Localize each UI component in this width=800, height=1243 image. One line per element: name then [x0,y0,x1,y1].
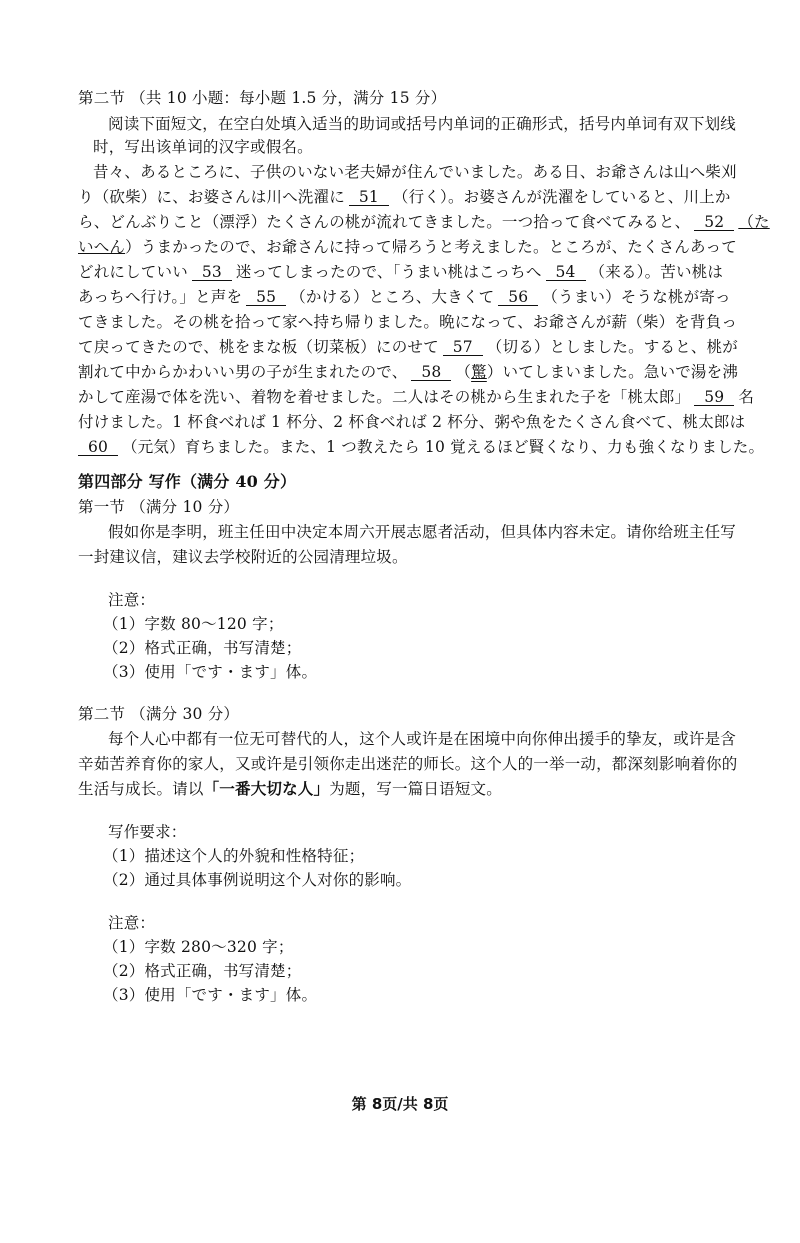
requirements-title: 写作要求： [108,823,187,841]
passage-line-9 [78,362,738,382]
passage-text: （行く）。お婆さんが洗濯をしていると、川上か [392,188,731,206]
page-number: 第 8页/共 8页 [351,1095,449,1113]
note1-item-3: （3）使用「です・ます」体。 [103,663,318,681]
part4-section2-line-3 [78,779,502,799]
blank-58[interactable]: 58 [411,364,451,381]
requirement-item-1: （1）描述这个人的外貌和性格特征； [103,847,365,865]
passage-line-1: 昔々、あるところに、子供のいない老夫婦が住んでいました。ある日、お爺さんは山へ柴刈 [93,163,737,181]
note2-title: 注意： [108,914,156,932]
passage-line-6 [78,287,731,307]
note2-item-3: （3）使用「です・ます」体。 [103,986,318,1004]
part4-section2-title: 第二节 （满分 30 分） [78,705,240,723]
double-underlined-word: 驚 [471,363,487,381]
passage-line-12 [78,437,764,457]
passage-line-2 [78,187,731,207]
part4-section1-line-2: 一封建议信，建议去学校附近的公园清理垃圾。 [78,548,408,566]
section2-instruction-1: 阅读下面短文，在空白处填入适当的助词或括号内单词的正确形式，括号内单词有双下划线 [108,115,737,133]
passage-text: あっちへ行け。」と声を [78,288,243,306]
passage-text: て戻ってきたので、桃をまな板（切菜板）にのせて [78,338,439,356]
part4-section1-title: 第一节 （满分 10 分） [78,498,240,516]
requirement-item-2: （2）通过具体事例说明这个人对你的影响。 [103,871,412,889]
passage-text: ）いてしまいました。急いで湯を沸 [486,363,739,381]
passage-text: （ [455,363,472,381]
part4-title: 第四部分 写作（满分 40 分） [78,472,297,491]
note1-item-2: （2）格式正确，书写清楚； [103,639,302,657]
passage-text: り（砍柴）に、お婆さんは川へ洗濯に [78,188,345,206]
passage-text: （来る）。苦い桃は [589,263,724,281]
passage-text: ら、どんぶりこと（漂浮）たくさんの桃が流れてきました。一つ拾って食べてみると、 [78,213,691,231]
part4-section2-line-1: 每个人心中都有一位无可替代的人，这个人或许是在困境中向你伸出援手的挚友，或许是含 [108,730,737,748]
passage-text: （元気）育ちました。また、1 つ教えたら 10 覚えるほど賢くなり、力も強くなりました。 [122,438,765,456]
blank-52[interactable]: 52 [694,214,734,231]
passage-line-3 [78,212,770,232]
passage-line-10 [78,387,754,407]
passage-text: （うまい）そうな桃が寄っ [542,288,731,306]
passage-text: （切る）としました。すると、桃が [486,338,738,356]
passage-text: 割れて中からかわいい男の子が生まれたので、 [78,363,408,381]
passage-text: 名 [738,388,755,406]
passage-line-7: てきました。その桃を拾って家へ持ち帰りました。晩になって、お爺さんが薪（柴）を背負っ [78,313,738,331]
blank-51[interactable]: 51 [349,189,389,206]
passage-text: かして産湯で体を洗い、着物を着せました。二人はその桃から生まれた子を「桃太郎」 [78,388,691,406]
section2-instruction-2: 时，写出该单词的汉字或假名。 [93,138,313,156]
passage-line-11: 付けました。1 杯食べれば 1 杯分、2 杯食べれば 2 杯分、粥や魚をたくさん食べて、桃太郎は [78,413,746,431]
passage-line-4 [78,237,737,257]
note1-item-1: （1）字数 80～120 字； [103,615,284,633]
part4-section1-line-1: 假如你是李明，班主任田中决定本周六开展志愿者活动，但具体内容未定。请你给班主任写 [108,523,737,541]
passage-text: 为题，写一篇日语短文。 [329,780,502,798]
passage-text: （た [738,213,770,231]
passage-text: （かける）ところ、大きくて [290,288,495,306]
note2-item-1: （1）字数 280～320 字； [103,938,294,956]
blank-54[interactable]: 54 [546,264,586,281]
blank-59[interactable]: 59 [694,389,734,406]
blank-57[interactable]: 57 [443,339,483,356]
passage-text: 生活与成长。请以 [78,780,204,798]
passage-text: 迷ってしまったので、「うまい桃はこっちへ [235,263,542,281]
essay-topic: 「一番大切な人」 [203,779,330,798]
passage-text: どれにしていい [78,263,188,281]
passage-line-8 [78,337,738,357]
blank-53[interactable]: 53 [192,264,232,281]
blank-55[interactable]: 55 [246,289,286,306]
note1-title: 注意： [108,591,156,609]
part4-section2-line-2: 辛茹苦养育你的家人，又或许是引领你走出迷茫的师长。这个人的一举一动，都深刻影响着你的 [78,755,738,773]
passage-text: ）うまかったので、お爺さんに持って帰ろうと考えました。ところが、たくさんあって [125,238,737,256]
passage-line-5 [78,262,723,282]
blank-56[interactable]: 56 [498,289,538,306]
underlined-word: いへん [78,238,126,256]
section2-title: 第二节 （共 10 小题：每小题 1.5 分，满分 15 分） [78,89,447,107]
blank-60[interactable]: 60 [78,439,118,456]
note2-item-2: （2）格式正确，书写清楚； [103,962,302,980]
